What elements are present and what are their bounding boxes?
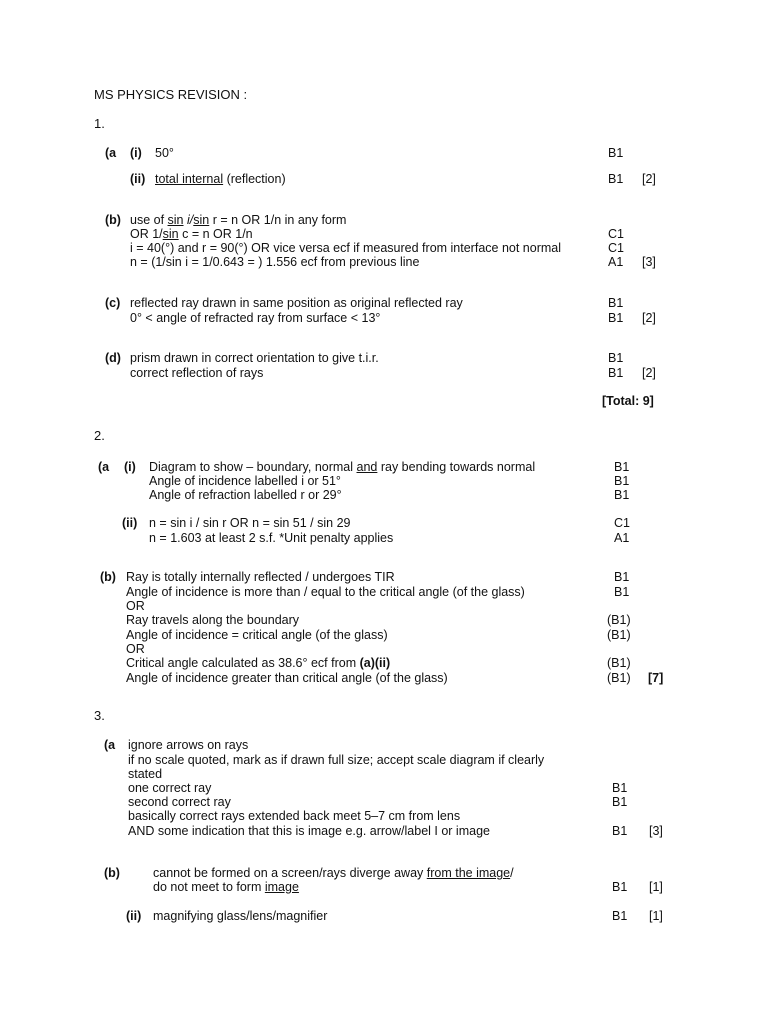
question-number: 3.	[94, 708, 105, 723]
answer-text: correct reflection of rays	[130, 366, 264, 380]
answer-text: magnifying glass/lens/magnifier	[153, 909, 328, 923]
subpart-label: (i)	[124, 460, 136, 474]
mark: B1	[608, 366, 624, 380]
mark: A1	[614, 531, 630, 545]
mark: C1	[614, 516, 630, 530]
answer-text: c = n OR 1/n	[178, 227, 253, 241]
answer-underlined: total internal	[155, 172, 224, 186]
answer-text: Angle of refraction labelled r or 29°	[149, 488, 342, 502]
mark: C1	[608, 241, 624, 255]
answer-rest: (reflection)	[223, 172, 286, 186]
part-label: (b)	[105, 213, 121, 227]
answer-text	[130, 227, 253, 242]
answer-text: Angle of incidence = critical angle (of the glass)	[126, 628, 388, 642]
answer-text	[126, 656, 390, 671]
answer-text: reflected ray drawn in same position as original reflected ray	[130, 296, 463, 310]
mark: B1	[612, 781, 628, 795]
answer-text: i/	[183, 213, 194, 227]
answer-underlined: image	[264, 880, 299, 894]
answer-text: n = sin i / sin r OR n = sin 51 / sin 29	[149, 516, 351, 530]
answer-text: Critical angle calculated as 38.6° ecf from	[126, 656, 360, 670]
answer-text: do not meet to form	[153, 880, 265, 894]
answer-text: OR	[126, 642, 145, 656]
part-total: [1]	[649, 909, 663, 923]
answer-text: cannot be formed on a screen/rays diverge away	[153, 866, 427, 880]
answer-text	[155, 172, 286, 187]
part-total: [7]	[648, 671, 664, 685]
mark: A1	[608, 255, 624, 269]
part-label: (c)	[105, 296, 121, 310]
answer-text: OR 1/	[130, 227, 163, 241]
answer-text: Ray travels along the boundary	[126, 613, 300, 627]
subpart-label: (ii)	[126, 909, 142, 923]
part-label: (b)	[100, 570, 116, 584]
subpart-label: (ii)	[130, 172, 146, 186]
answer-text: second correct ray	[128, 795, 231, 809]
mark: B1	[612, 824, 628, 838]
answer-underlined: sin	[162, 227, 179, 241]
answer-underlined: sin	[167, 213, 184, 227]
part-total: [2]	[642, 172, 656, 186]
answer-text: 0° < angle of refracted ray from surface < 13°	[130, 311, 381, 325]
answer-text: prism drawn in correct orientation to give t.i.r.	[130, 351, 379, 365]
mark: (B1)	[607, 628, 631, 642]
question-total: [Total: 9]	[602, 394, 654, 408]
mark: B1	[614, 585, 630, 599]
answer-text: if no scale quoted, mark as if drawn full size; accept scale diagram if clearly	[128, 753, 545, 767]
answer-text: basically correct rays extended back meet 5–7 cm from lens	[128, 809, 461, 823]
part-label: (a	[98, 460, 110, 474]
part-total: [1]	[649, 880, 663, 894]
answer-underlined: and	[356, 460, 378, 474]
answer-text	[153, 866, 514, 881]
mark: B1	[608, 172, 624, 186]
mark: B1	[614, 460, 630, 474]
part-label: (d)	[105, 351, 121, 365]
mark: B1	[612, 909, 628, 923]
part-total: [3]	[642, 255, 656, 269]
answer-text: AND some indication that this is image e.g. arrow/label I or image	[128, 824, 490, 838]
answer-text: use of	[130, 213, 168, 227]
part-total: [2]	[642, 311, 656, 325]
answer-text: Angle of incidence greater than critical angle (of the glass)	[126, 671, 448, 685]
mark: B1	[608, 351, 624, 365]
part-label: (a	[105, 146, 117, 160]
part-total: [2]	[642, 366, 656, 380]
answer-text: n = 1.603 at least 2 s.f. *Unit penalty applies	[149, 531, 394, 545]
question-number: 2.	[94, 428, 105, 443]
answer-text: n = (1/sin i = 1/0.643 = ) 1.556 ecf from previous line	[130, 255, 420, 269]
answer-text	[130, 213, 346, 228]
mark: B1	[614, 474, 630, 488]
mark: B1	[608, 296, 624, 310]
answer-text: ignore arrows on rays	[128, 738, 249, 752]
subpart-label: (ii)	[122, 516, 138, 530]
answer-text: ray bending towards normal	[377, 460, 536, 474]
answer-text: r = n OR 1/n in any form	[209, 213, 347, 227]
mark: (B1)	[607, 671, 631, 685]
mark: C1	[608, 227, 624, 241]
mark: B1	[612, 795, 628, 809]
mark: B1	[614, 570, 630, 584]
page-title: MS PHYSICS REVISION :	[94, 87, 248, 102]
mark: B1	[614, 488, 630, 502]
answer-text	[153, 880, 299, 895]
part-label: (b)	[104, 866, 120, 880]
answer-text: Angle of incidence labelled i or 51°	[149, 474, 341, 488]
answer-text: one correct ray	[128, 781, 212, 795]
answer-text: i = 40(°) and r = 90(°) OR vice versa ecf if measured from interface not normal	[130, 241, 561, 255]
answer-text: Diagram to show – boundary, normal	[149, 460, 357, 474]
answer-text: 50°	[155, 146, 174, 160]
mark: B1	[608, 146, 624, 160]
answer-text: Ray is totally internally reflected / undergoes TIR	[126, 570, 395, 584]
mark: (B1)	[607, 613, 631, 627]
answer-ref: (a)(ii)	[359, 656, 391, 670]
answer-underlined: from the image	[426, 866, 511, 880]
subpart-label: (i)	[130, 146, 142, 160]
mark: B1	[612, 880, 628, 894]
answer-text	[149, 460, 535, 475]
answer-underlined: sin	[193, 213, 210, 227]
mark: (B1)	[607, 656, 631, 670]
part-total: [3]	[649, 824, 663, 838]
answer-text: Angle of incidence is more than / equal to the critical angle (of the glass)	[126, 585, 525, 599]
answer-text: OR	[126, 599, 145, 613]
answer-text: stated	[128, 767, 163, 781]
mark: B1	[608, 311, 624, 325]
part-label: (a	[104, 738, 116, 752]
answer-text: /	[510, 866, 514, 880]
question-number: 1.	[94, 116, 105, 131]
